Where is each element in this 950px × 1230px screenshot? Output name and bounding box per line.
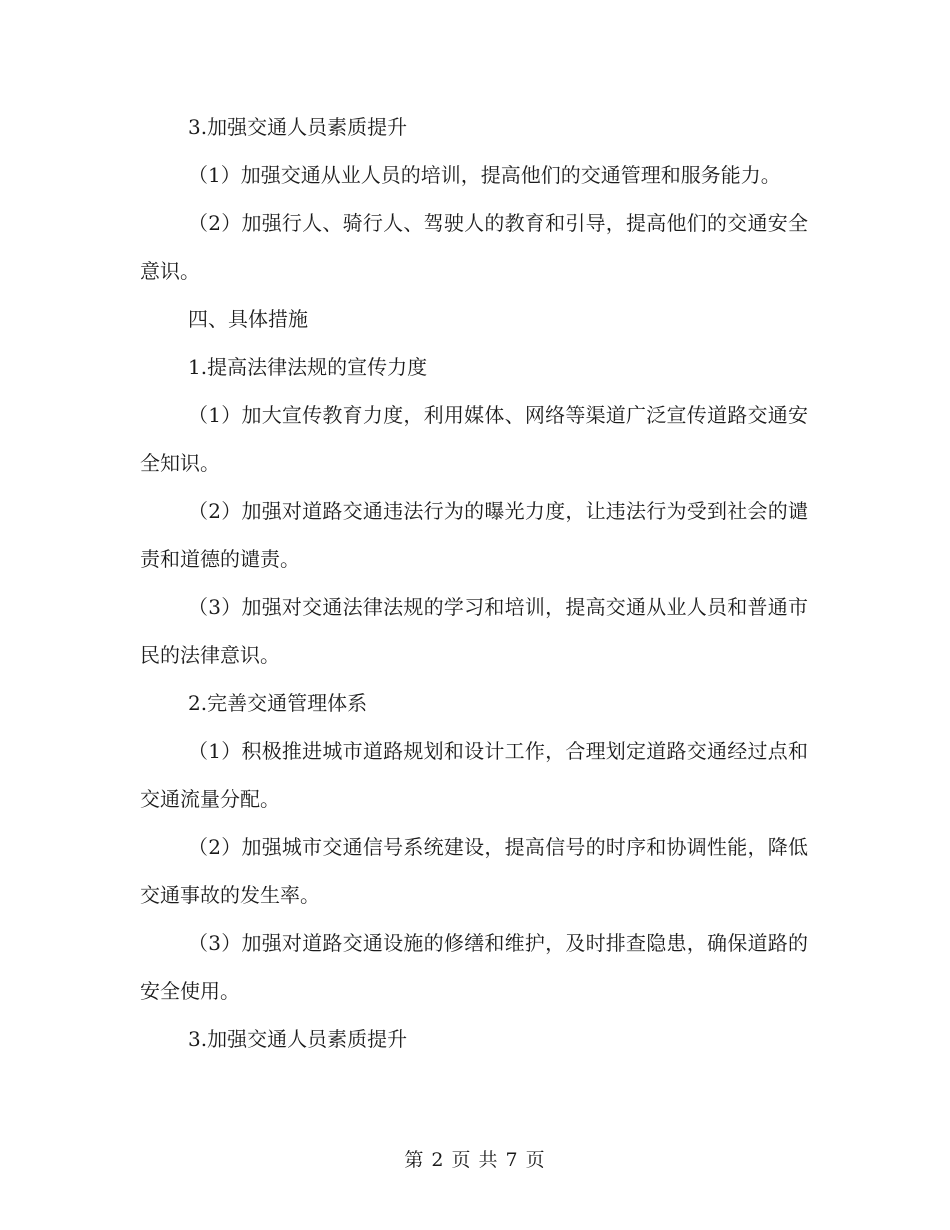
subsection-heading: 1.提高法律法规的宣传力度 bbox=[188, 355, 428, 379]
body-paragraph: （3）加强对道路交通设施的修缮和维护，及时排查隐患，确保道路的安全使用。 bbox=[140, 931, 808, 1003]
section-heading: 四、具体措施 bbox=[188, 307, 308, 331]
document-body bbox=[140, 103, 808, 1063]
body-paragraph: （1）加强交通从业人员的培训，提高他们的交通管理和服务能力。 bbox=[188, 163, 781, 187]
body-paragraph: （2）加强城市交通信号系统建设，提高信号的时序和协调性能，降低交通事故的发生率。 bbox=[140, 835, 808, 907]
subsection-heading: 2.完善交通管理体系 bbox=[188, 691, 368, 715]
body-paragraph: （2）加强对道路交通违法行为的曝光力度，让违法行为受到社会的谴责和道德的谴责。 bbox=[140, 499, 808, 571]
subsection-heading: 3.加强交通人员素质提升 bbox=[188, 1027, 408, 1051]
subsection-heading: 3.加强交通人员素质提升 bbox=[188, 115, 408, 139]
body-paragraph: （3）加强对交通法律法规的学习和培训，提高交通从业人员和普通市民的法律意识。 bbox=[140, 595, 808, 667]
page-number-footer: 第 2 页 共 7 页 bbox=[404, 1149, 546, 1171]
body-paragraph: （1）积极推进城市道路规划和设计工作，合理划定道路交通经过点和交通流量分配。 bbox=[140, 739, 808, 811]
body-paragraph: （1）加大宣传教育力度，利用媒体、网络等渠道广泛宣传道路交通安全知识。 bbox=[140, 403, 808, 475]
body-paragraph: （2）加强行人、骑行人、驾驶人的教育和引导，提高他们的交通安全意识。 bbox=[140, 211, 808, 283]
